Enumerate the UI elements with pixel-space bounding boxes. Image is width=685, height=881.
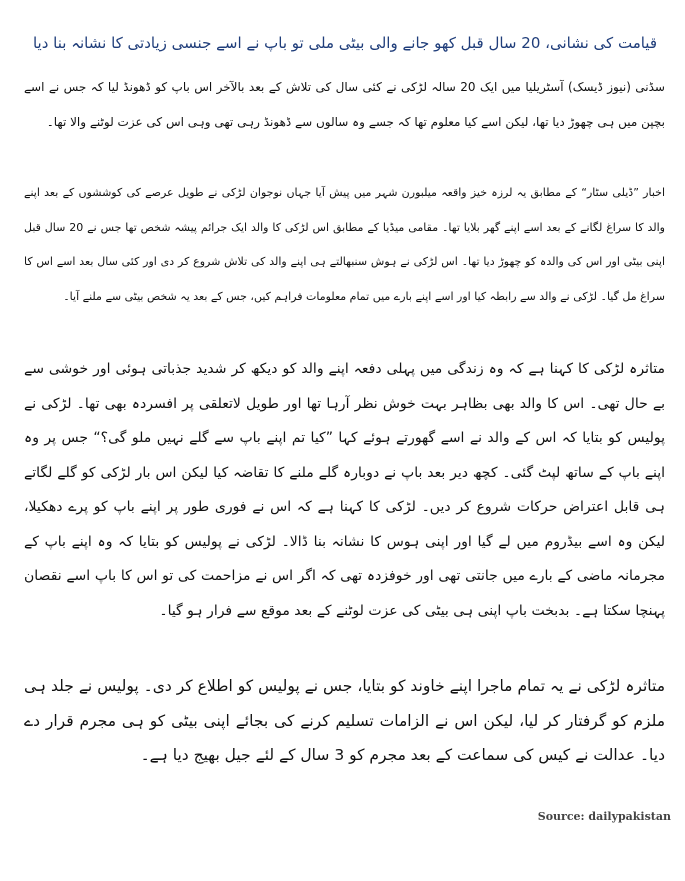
article-paragraph-4: متاثرہ لڑکی نے یہ تمام ماجرا اپنے خاوند کو بتایا، جس نے پولیس کو اطلاع کر دی۔ پولیس نے جلد ہی ملزم کو گرفتار کر لیا، لیکن اس نے الزامات تسلیم کرنے کی بجائے اپنی بیٹی کو ہی مجرم قرار دے دیا۔ عدالت نے کیس کی سماعت کے بعد مجرم کو 3 سال کے لئے جیل بھیج دیا ہے۔: [24, 677, 665, 764]
article-paragraph-2: اخبار ”ڈیلی سٹار“ کے مطابق یہ لرزہ خیز واقعہ میلبورن شہر میں پیش آیا جہاں نوجوان لڑکی نے طویل عرصے کی کوششوں کے بعد اپنے والد کا سراغ لگانے کے بعد اسے اپنے گھر بلایا تھا۔ مقامی میڈیا کے مطابق اس لڑکی کا والد ایک جرائم پیشہ شخص تھا جس نے 20 سال قبل اپنی بیٹی اور اس کی والدہ کو چھوڑ دیا تھا۔ اس لڑکی نے ہوش سنبھالتے ہی اپنے والد کی تلاش شروع کر دی اور کئی سال بعد اسے اس کا سراغ مل گیا۔ لڑکی نے والد سے رابطہ کیا اور اسے اپنے بارے میں تمام معلومات فراہم کیں، جس کے بعد یہ شخص بیٹی سے ملنے آیا۔: [24, 186, 665, 303]
article-paragraph-3: متاثرہ لڑکی کا کہنا ہے کہ وہ زندگی میں پہلی دفعہ اپنے والد کو دیکھ کر شدید جذباتی ہوئی اور خوشی سے بے حال تھی۔ اس کا والد بھی بظاہر بہت خوش نظر آرہا تھا اور طویل لاتعلقی پر افسردہ بھی تھا۔ لڑکی نے پولیس کو بتایا کہ اس کے والد نے اسے گھورتے ہوئے کہا ”کیا تم اپنے باپ سے گلے نہیں ملو گی؟“ جس پر وہ اپنے باپ کے ساتھ لپٹ گئی۔ کچھ دیر بعد باپ نے دوبارہ گلے ملنے کا تقاضہ کیا لیکن اس بار لڑکی کو گلے لگاتے ہی قابل اعتراض حرکات شروع کر دیں۔ لڑکی کا کہنا ہے کہ اس نے فوری طور پر اپنے باپ کو پرے دھکیلا، لیکن وہ اسے بیڈروم میں لے گیا اور اپنی ہوس کا نشانہ بنا ڈالا۔ لڑکی نے پولیس کو بتایا کہ وہ اپنے باپ کے مجرمانہ ماضی کے بارے میں جانتی تھی اور خوفزدہ تھی کہ اگر اس نے مزاحمت کی تو اس کا باپ اسے نقصان پہنچا سکتا ہے۔ بدبخت باپ اپنی ہی بیٹی کی عزت لوٹنے کے بعد موقع سے فرار ہو گیا۔: [24, 361, 665, 619]
source-credit: Source: dailypakistan: [537, 810, 671, 823]
article-title: قیامت کی نشانی، 20 سال قبل کھو جانے والی بیٹی ملی تو باپ نے اسے جنسی زیادتی کا نشانہ بنا دیا: [32, 34, 657, 52]
article-paragraph-1: سڈنی (نیوز ڈیسک) آسٹریلیا میں ایک 20 سالہ لڑکی نے کئی سال کی تلاش کے بعد بالآخر اس باپ کو ڈھونڈ لیا کہ جس نے اسے بچپن میں ہی چھوڑ دیا تھا، لیکن اسے کیا معلوم تھا کہ جسے وہ سالوں سے ڈھونڈ رہی تھی وہی اس کی عزت لوٹنے والا تھا۔: [24, 80, 665, 129]
